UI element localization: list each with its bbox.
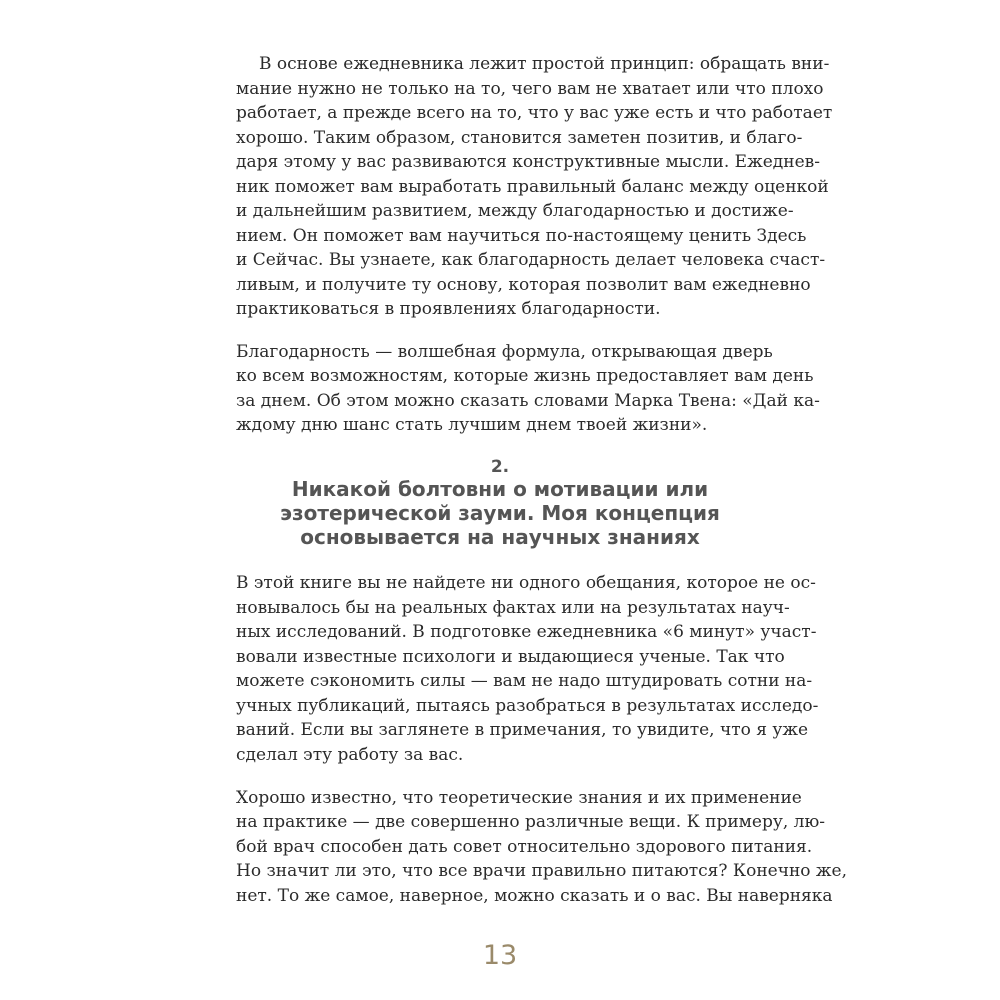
text-line: хорошо. Таким образом, становится заметен позитив, и благо- <box>236 128 803 148</box>
text-line: работает, а прежде всего на то, что у вас уже есть и что работает <box>236 103 833 123</box>
text-line: ник поможет вам выработать правильный баланс между оценкой <box>236 177 829 197</box>
text-line: нием. Он поможет вам научиться по-настоящему ценить Здесь <box>236 226 807 246</box>
text-line: на практике — две совершенно различные вещи. К примеру, лю- <box>236 812 825 832</box>
text-line: Благодарность — волшебная формула, открывающая дверь <box>236 342 773 362</box>
text-line: ко всем возможностям, которые жизнь предоставляет вам день <box>236 366 814 386</box>
text-line: и Сейчас. Вы узнаете, как благодарность делает человека счаст- <box>236 250 826 270</box>
page-number: 13 <box>482 940 518 971</box>
section-title-line: эзотерической зауми. Моя концепция <box>280 501 720 525</box>
text-line: ливым, и получите ту основу, которая позволит вам ежедневно <box>236 275 811 295</box>
section-title-line: основывается на научных знаниях <box>300 525 700 549</box>
text-line: практиковаться в проявлениях благодарности. <box>236 299 661 319</box>
text-line: даря этому у вас развиваются конструктивные мысли. Ежеднев- <box>236 152 820 172</box>
text-line: нет. То же самое, наверное, можно сказать и о вас. Вы наверняка <box>236 886 833 906</box>
text-line: новывалось бы на реальных фактах или на результатах науч- <box>236 598 790 618</box>
text-line: за днем. Об этом можно сказать словами Марка Твена: «Дай ка- <box>236 391 820 411</box>
text-line: сделал эту работу за вас. <box>236 745 464 765</box>
text-line: ждому дню шанс стать лучшим днем твоей жизни». <box>236 415 708 435</box>
text-line: ных исследований. В подготовке ежедневника «6 минут» участ- <box>236 622 817 642</box>
text-line: вовали известные психологи и выдающиеся ученые. Так что <box>236 647 785 667</box>
text-line: Хорошо известно, что теоретические знания и их применение <box>236 788 802 808</box>
text-line: мание нужно не только на то, чего вам не хватает или что плохо <box>236 79 824 99</box>
text-line: В этой книге вы не найдете ни одного обещания, которое не ос- <box>236 573 816 593</box>
text-line: ваний. Если вы заглянете в примечания, то увидите, что я уже <box>236 720 809 740</box>
text-line: бой врач способен дать совет относительно здорового питания. <box>236 837 813 857</box>
text-line: В основе ежедневника лежит простой принцип: обращать вни- <box>259 54 830 74</box>
text-line: можете сэкономить силы — вам не надо штудировать сотни на- <box>236 671 813 691</box>
text-line: Но значит ли это, что все врачи правильно питаются? Конечно же, <box>236 861 848 881</box>
section-title-line: Никакой болтовни о мотивации или <box>291 477 709 501</box>
text-line: и дальнейшим развитием, между благодарностью и достиже- <box>236 201 794 221</box>
text-line: учных публикаций, пытаясь разобраться в результатах исследо- <box>236 696 819 716</box>
section-number: 2. <box>490 457 510 477</box>
